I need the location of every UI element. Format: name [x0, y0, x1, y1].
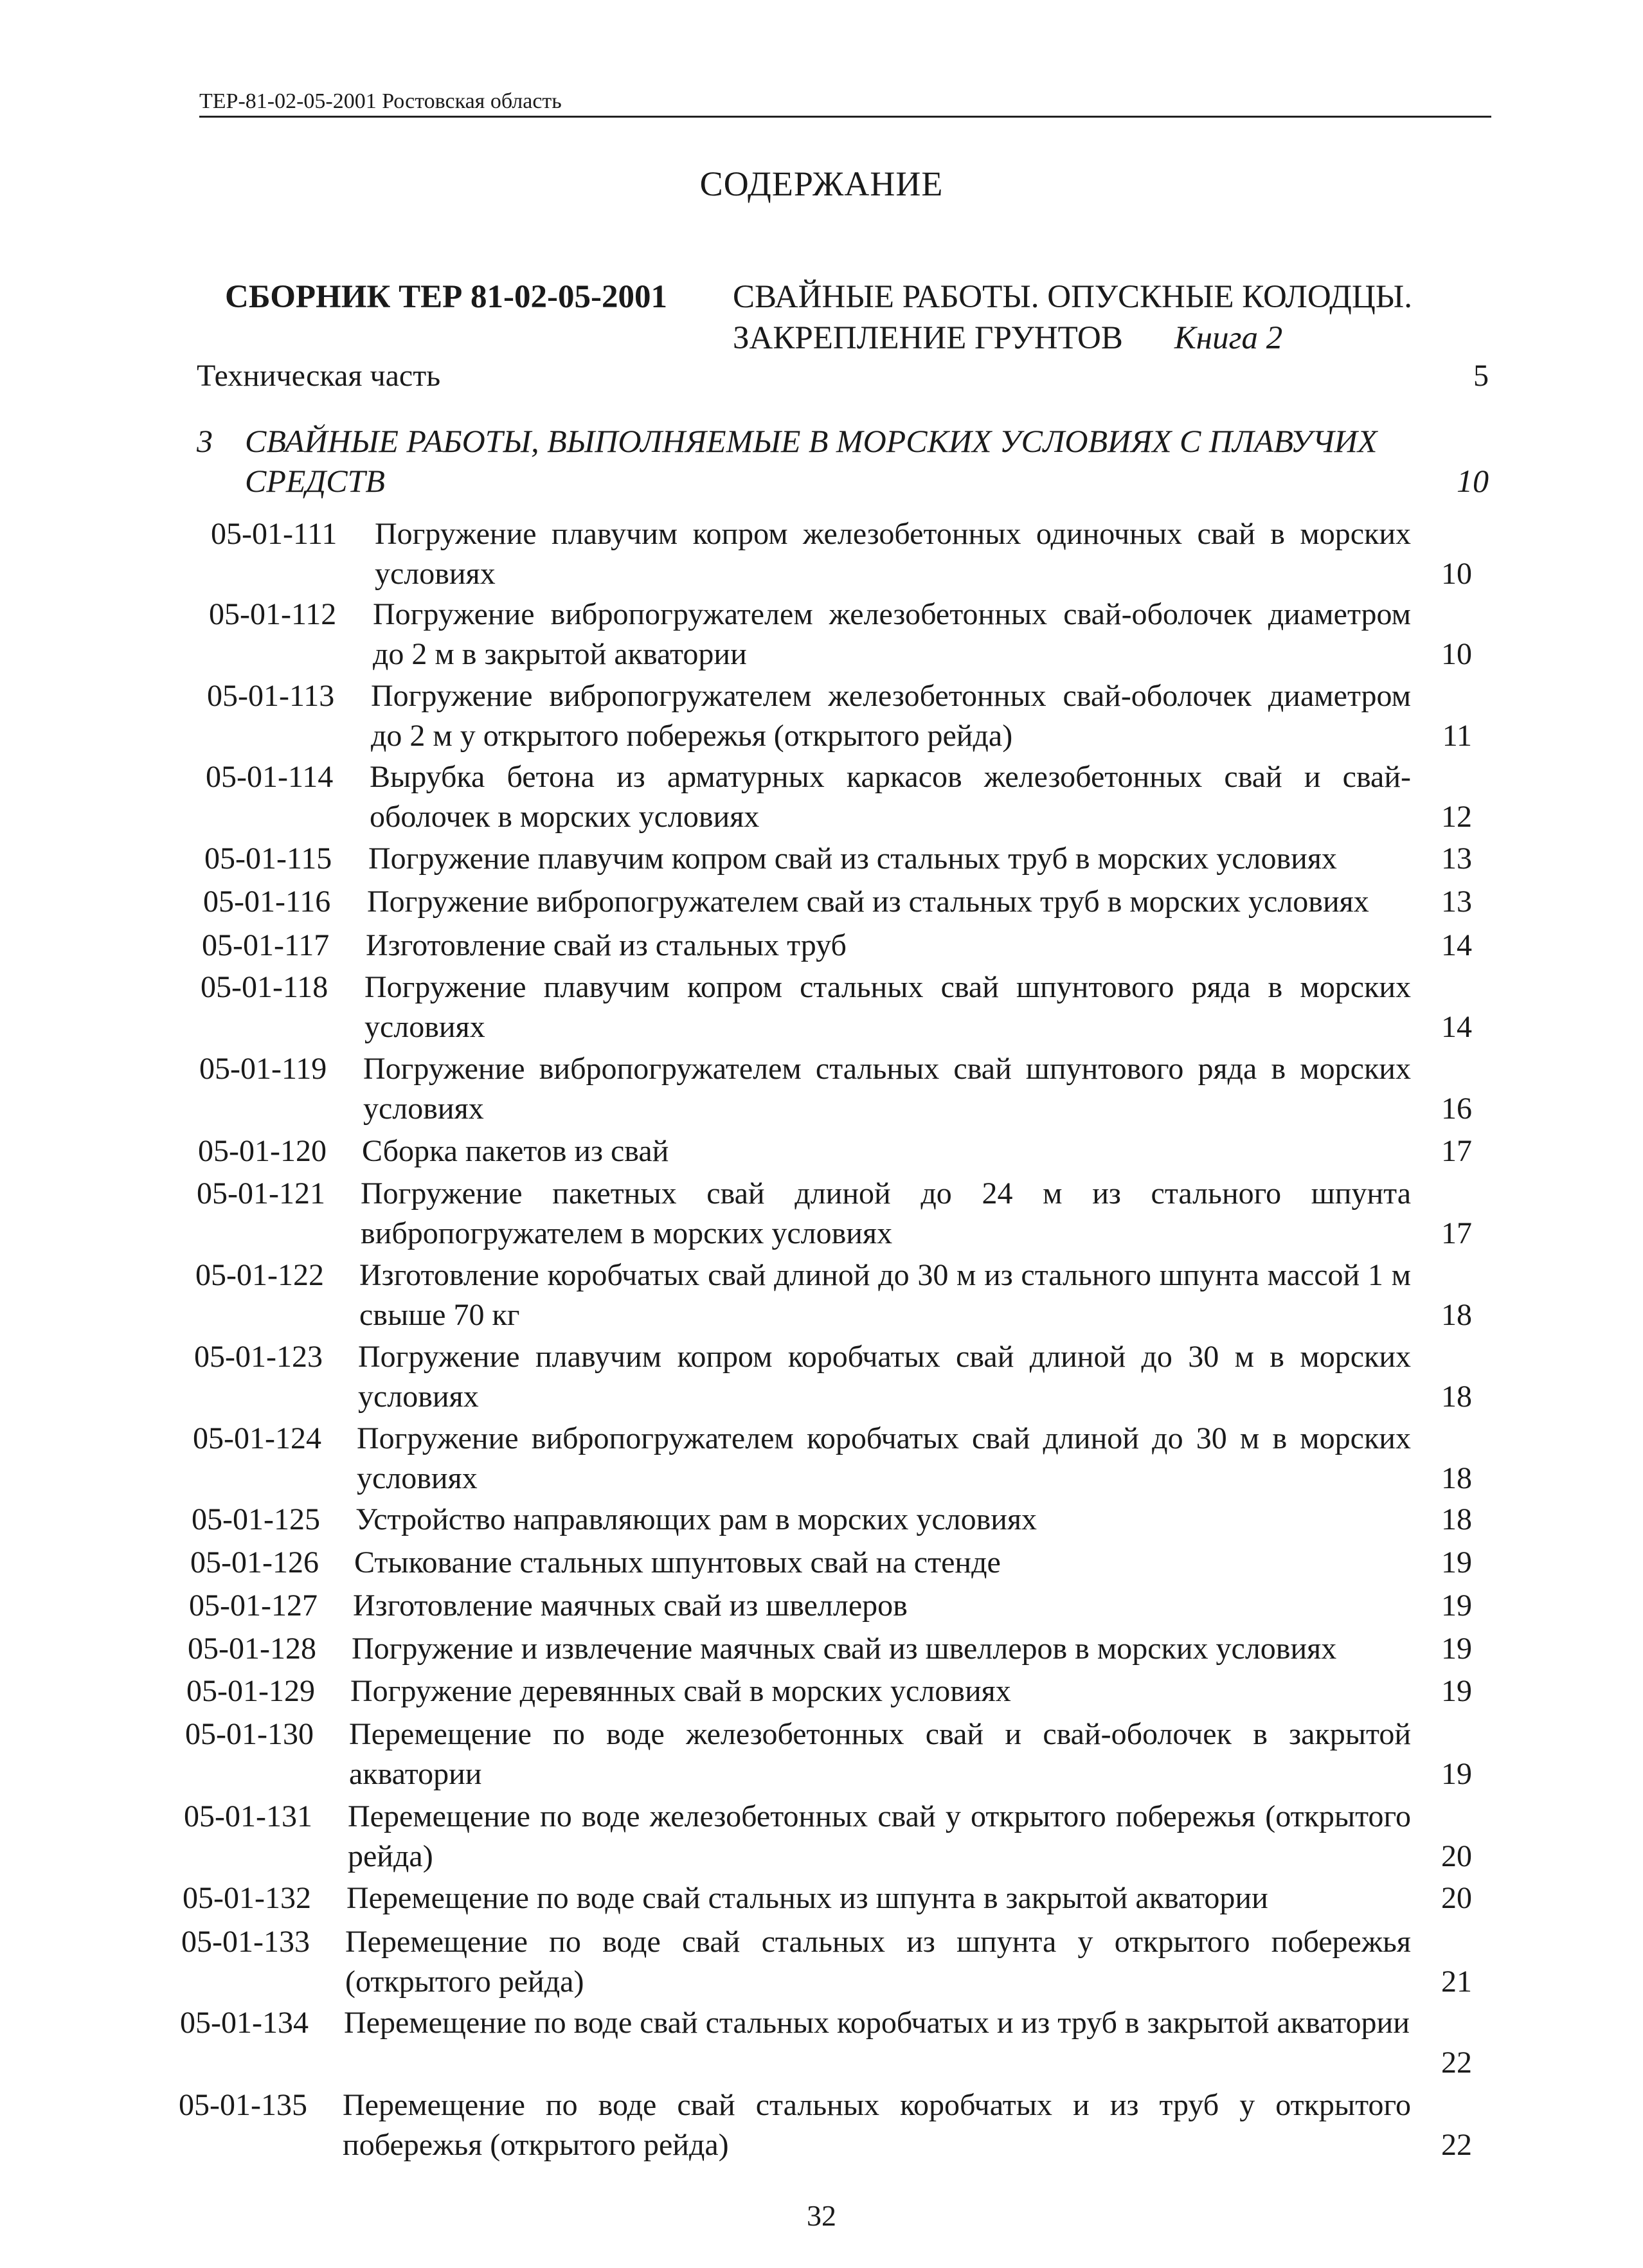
entry-title: Погружение плавучим копром коробчатых свай длиной до 30 м в морских условиях: [358, 1340, 1411, 1414]
entry-title: Погружение плавучим копром железобетонных одиночных свай в морских условиях: [375, 517, 1411, 591]
entry-code: 05-01-122: [195, 1258, 324, 1292]
entry-code: 05-01-128: [188, 1632, 316, 1666]
entry-code: 05-01-125: [192, 1502, 320, 1536]
toc-entry: [183, 1878, 1472, 1918]
toc-entry: [188, 1629, 1472, 1669]
entry-code: 05-01-133: [181, 1925, 310, 1959]
entry-code: 05-01-114: [206, 760, 334, 794]
entry-page: 22: [1441, 2128, 1472, 2162]
collection-name-line2: [733, 318, 1412, 359]
entry-page: 17: [1441, 1216, 1472, 1250]
entry-page: 18: [1441, 1502, 1472, 1536]
entry-page: 19: [1441, 1545, 1472, 1580]
entry-code: 05-01-132: [183, 1881, 311, 1915]
toc-entry: [185, 1715, 1472, 1794]
technical-part-row: [197, 357, 1489, 395]
entry-title: Перемещение по воде свай стальных из шпунта в закрытой акватории: [346, 1881, 1268, 1915]
toc-entry: [179, 2085, 1472, 2165]
toc-entry: [181, 1922, 1472, 2002]
entry-code: 05-01-115: [204, 842, 332, 876]
entry-code: 05-01-134: [180, 2006, 309, 2040]
entry-code: 05-01-123: [194, 1340, 323, 1374]
section-number: 3: [197, 423, 213, 459]
entry-title: Погружение и извлечение маячных свай из швеллеров в морских условиях: [352, 1632, 1337, 1666]
entry-title: Сборка пакетов из свай: [362, 1134, 669, 1168]
entry-title: Перемещение по воде свай стальных из шпунта у открытого побережья (открытого рейда): [345, 1925, 1411, 1999]
entry-page: 13: [1441, 885, 1472, 919]
entry-code: 05-01-120: [198, 1134, 327, 1168]
technical-part-page: 5: [1473, 359, 1489, 393]
entry-page: 18: [1441, 1461, 1472, 1495]
entry-title: Вырубка бетона из арматурных каркасов железобетонных свай и свай-оболочек в морских условиях: [370, 760, 1411, 834]
entry-code: 05-01-135: [179, 2088, 307, 2122]
technical-part-label: Техническая часть: [197, 359, 441, 393]
toc-entry: [206, 757, 1472, 837]
entry-page: 19: [1441, 1757, 1472, 1791]
entry-title: Погружение плавучим копром стальных свай шпунтового ряда в морских условиях: [364, 970, 1411, 1044]
entry-code: 05-01-112: [209, 597, 337, 631]
entry-title: Погружение плавучим копром свай из стальных труб в морских условиях: [368, 842, 1337, 876]
entry-code: 05-01-126: [190, 1545, 319, 1580]
toc-entry: [194, 1337, 1472, 1417]
collection-name-line1: СВАЙНЫЕ РАБОТЫ. ОПУСКНЫЕ КОЛОДЦЫ.: [733, 279, 1413, 315]
entry-code: 05-01-131: [184, 1799, 312, 1833]
entry-code: 05-01-118: [201, 970, 328, 1004]
page-title: СОДЕРЖАНИЕ: [699, 165, 944, 203]
toc-entry: [198, 1131, 1472, 1171]
entry-page: 18: [1441, 1298, 1472, 1332]
entry-title: Погружение вибропогружателем коробчатых свай длиной до 30 м в морских условиях: [357, 1421, 1411, 1495]
toc-entry: [190, 1543, 1472, 1583]
entry-page: 20: [1441, 1839, 1472, 1873]
toc-entry: [197, 1174, 1472, 1254]
toc-entry: [203, 882, 1472, 922]
entry-title: Погружение вибропогружателем стальных свай шпунтового ряда в морских условиях: [363, 1052, 1411, 1126]
toc-entry: [184, 1797, 1472, 1877]
entry-title: Изготовление свай из стальных труб: [366, 928, 847, 962]
section-page: 10: [1457, 463, 1489, 499]
entry-page: 14: [1441, 1010, 1472, 1044]
toc-entry: [193, 1419, 1472, 1498]
toc-entry: [192, 1500, 1472, 1540]
entry-code: 05-01-121: [197, 1176, 325, 1210]
entry-title: Изготовление коробчатых свай длиной до 30 м из стального шпунта массой 1 м свыше 70 кг: [359, 1258, 1411, 1332]
collection-label: СБОРНИК ТЕР 81-02-05-2001: [225, 279, 667, 315]
section-title: СВАЙНЫЕ РАБОТЫ, ВЫПОЛНЯЕМЫЕ В МОРСКИХ УСЛОВИЯХ С ПЛАВУЧИХ СРЕДСТВ: [245, 423, 1378, 499]
entry-code: 05-01-117: [202, 928, 330, 962]
entry-code: 05-01-124: [193, 1421, 321, 1455]
entry-page: 19: [1441, 1632, 1472, 1666]
entry-title: Устройство направляющих рам в морских условиях: [355, 1502, 1037, 1536]
toc-entry: [195, 1256, 1472, 1335]
entry-title: Перемещение по воде железобетонных свай у открытого побережья (открытого рейда): [348, 1799, 1411, 1873]
book-label: Книга 2: [1174, 320, 1283, 356]
toc-entry: [204, 839, 1472, 879]
entry-page: 21: [1441, 1965, 1472, 1999]
collection-name: [733, 276, 1412, 359]
entry-code: 05-01-119: [199, 1052, 327, 1086]
entry-code: 05-01-111: [211, 517, 337, 551]
entry-code: 05-01-129: [186, 1674, 315, 1708]
entry-page: 18: [1441, 1380, 1472, 1414]
collection-name-line2-text: ЗАКРЕПЛЕНИЕ ГРУНТОВ: [733, 320, 1123, 356]
toc-entry: [199, 1049, 1472, 1129]
entry-page: 17: [1441, 1134, 1472, 1168]
toc-entry: [201, 968, 1472, 1047]
toc-entry: [180, 2003, 1472, 2083]
entry-page: 10: [1441, 557, 1472, 591]
toc-entry: [202, 926, 1472, 966]
entry-page: 16: [1441, 1092, 1472, 1126]
entry-title: Стыкование стальных шпунтовых свай на стенде: [354, 1545, 1001, 1580]
entry-page: 12: [1441, 800, 1472, 834]
page-number: 32: [807, 2199, 836, 2232]
entry-title: Перемещение по воде свай стальных коробчатых и из труб в закрытой акватории: [344, 2006, 1410, 2040]
toc-entry: [186, 1671, 1472, 1711]
entry-page: 13: [1441, 842, 1472, 876]
entry-title: Изготовление маячных свай из швеллеров: [353, 1589, 908, 1623]
entry-title: Погружение пакетных свай длиной до 24 м из стального шпунта вибропогружателем в морских условиях: [361, 1176, 1411, 1250]
entry-title: Погружение вибропогружателем железобетонных свай-оболочек диаметром до 2 м в закрытой акватории: [373, 597, 1411, 671]
entry-page: 11: [1442, 719, 1472, 753]
entry-title: Погружение деревянных свай в морских условиях: [350, 1674, 1011, 1708]
entry-title: Погружение вибропогружателем свай из стальных труб в морских условиях: [367, 885, 1369, 919]
toc-entry: [207, 676, 1472, 756]
entry-page: 19: [1441, 1674, 1472, 1708]
entry-page: 19: [1441, 1589, 1472, 1623]
entry-code: 05-01-116: [203, 885, 331, 919]
entry-code: 05-01-127: [189, 1589, 318, 1623]
entry-code: 05-01-130: [185, 1717, 314, 1751]
toc-entry: [209, 595, 1472, 674]
entry-page: 22: [1441, 2046, 1472, 2080]
entry-title: Перемещение по воде железобетонных свай и свай-оболочек в закрытой акватории: [349, 1717, 1411, 1791]
entry-code: 05-01-113: [207, 679, 335, 713]
entry-page: 14: [1441, 928, 1472, 962]
entry-title: Погружение вибропогружателем железобетонных свай-оболочек диаметром до 2 м у открытого побережья (открытого рейда): [371, 679, 1411, 753]
entry-page: 10: [1441, 637, 1472, 671]
entry-page: 20: [1441, 1881, 1472, 1915]
running-header: ТЕР-81-02-05-2001 Ростовская область: [199, 89, 1491, 118]
entry-title: Перемещение по воде свай стальных коробчатых и из труб у открытого побережья (открытого рейда): [343, 2088, 1411, 2162]
toc-entry: [211, 514, 1472, 594]
toc-entry: [189, 1586, 1472, 1626]
